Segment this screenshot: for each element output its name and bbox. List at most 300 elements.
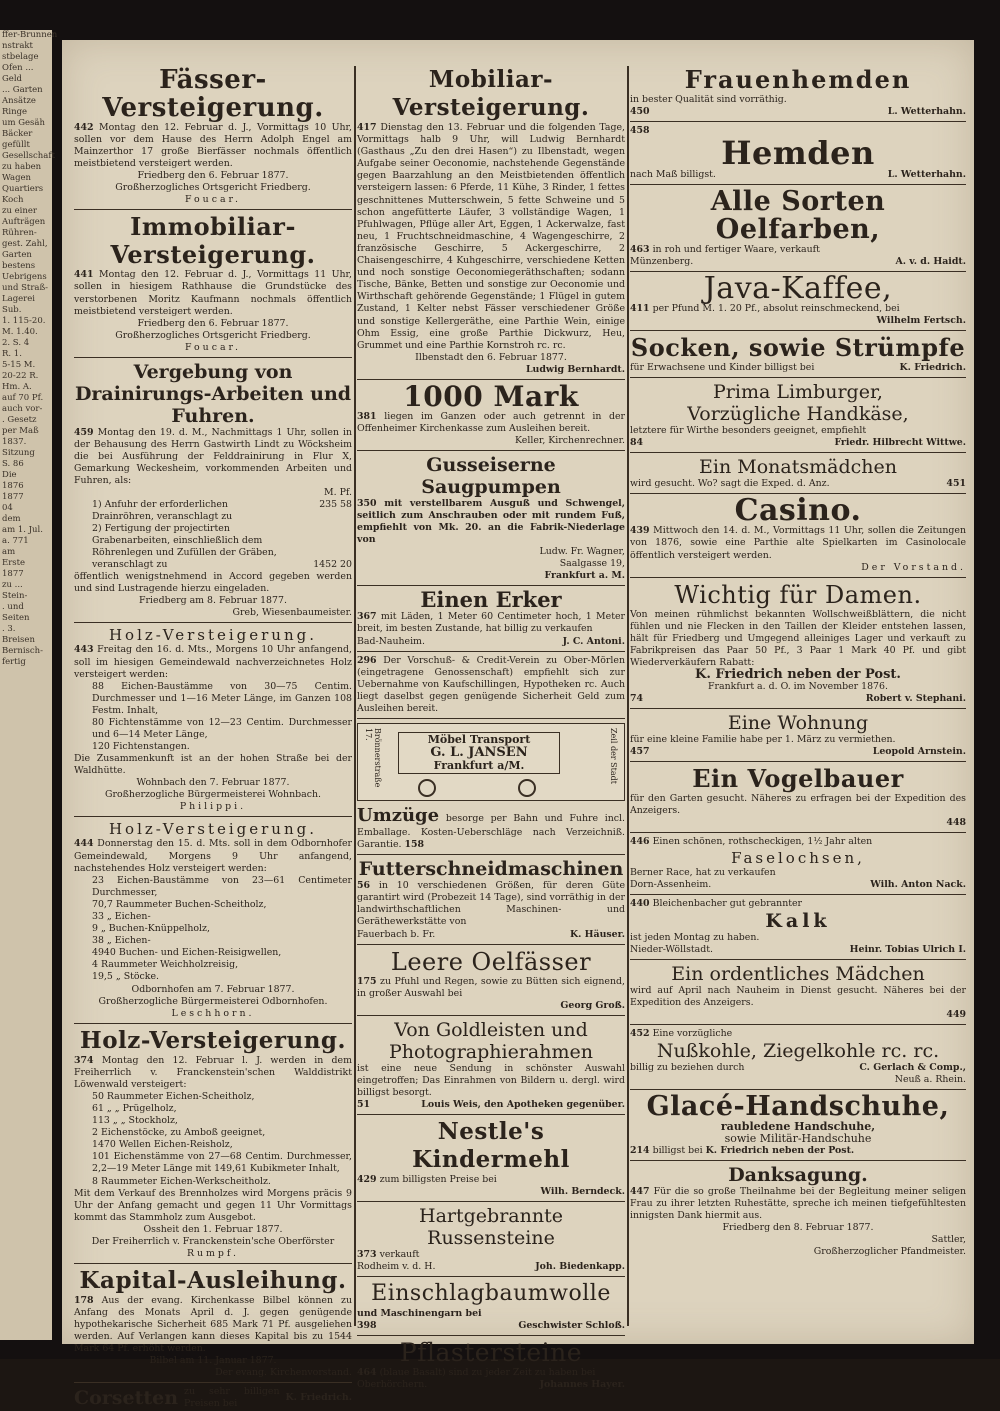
divider: [630, 832, 966, 833]
neighbor-line: Koch: [2, 195, 24, 205]
ad-text: Mittwoch den 14. d. M., Vormittags 11 Uhr, sollen die Zeitungen von 1876, sowie eine Parthie alte Spielkarten im Casinolocale öffentlich versteigert werden.: [630, 525, 966, 561]
neighbor-line: Lagerei: [2, 294, 35, 304]
list-item: 88 Eichen-Baustämme von 30—75 Centim. Durchmesser und 1—16 Meter Länge, im Ganzen 108 Festm. Inhalt,: [92, 680, 352, 716]
truck-sign-line: Möbel Transport: [427, 733, 531, 746]
ad-text: in roh und fertiger Waare, verkauft: [652, 244, 820, 256]
divider: [630, 894, 966, 895]
ad-text: per Pfund M. 1. 20 Pf., absolut reinschmeckend, bei: [652, 303, 900, 315]
ad-title: Hartgebrannte Russensteine: [419, 1205, 563, 1250]
ad-place: Bilbel am 11. Januar 1877.: [149, 1355, 277, 1367]
ad-number: 463: [630, 244, 650, 256]
list-item: 4940 Buchen- und Eichen-Reisigwellen,: [92, 947, 282, 959]
divider: [74, 1382, 352, 1383]
divider: [357, 718, 625, 719]
neighbor-line: Sub.: [2, 305, 22, 315]
ad-signature: Friedr. Hilbrecht Wittwe.: [834, 437, 966, 449]
item-text: 2) Fertigung der projectirten Grabenarbeiten, einschließlich dem Röhrenlegen und Zufüllen der Gräben, veranschlagt zu: [92, 523, 277, 571]
neighbor-line: zu ...: [2, 580, 23, 590]
neighbor-line: Ringe: [2, 107, 28, 117]
ad-place: Odbornhofen am 7. Februar 1877.: [131, 983, 295, 995]
ad-number: 457: [630, 746, 650, 758]
neighbor-line: Ofen ...: [2, 63, 34, 73]
neighbor-line: dem: [2, 514, 21, 524]
ad-authority: Großherzogliche Bürgermeisterei Wohnbach.: [105, 789, 321, 801]
ad-number: 367: [357, 611, 377, 623]
ad-title: Kapital-Ausleihung.: [79, 1266, 347, 1294]
ad-number: 429: [357, 1174, 377, 1186]
neighbor-line: Ansätze: [2, 96, 36, 106]
ad-text: Der Vorschuß- & Credit-Verein zu Ober-Mörlen (eingetragene Genossenschaft) empfiehlt sich zur Uebernahme von Kaufschillingen, Hypotheken rc. Auch liegt daselbst gegen genügende Sicherheit Geld zum Ausleihen bereit.: [357, 654, 626, 714]
list-item: 4 Raummeter Weichholzreisig,: [92, 959, 239, 971]
ad-number: 447: [630, 1186, 650, 1198]
ad-title: Ein ordentliches Mädchen: [671, 962, 925, 985]
ad-signature: K. Friedrich.: [899, 362, 966, 374]
ad-vorschuss-verein: [357, 655, 625, 715]
ad-text: billig zu beziehen durch: [630, 1062, 745, 1074]
ad-signature: L. Wetterhahn.: [887, 106, 966, 118]
divider: [630, 1160, 966, 1161]
ad-signature: Der evang. Kirchenvorstand.: [215, 1367, 352, 1379]
neighbor-line: Hm. A.: [2, 382, 32, 392]
neighbor-page-strip: [0, 30, 58, 1340]
ad-java-kaffee: [630, 271, 966, 327]
ad-signature: Greb, Wiesenbaumeister.: [232, 607, 352, 619]
ad-title: Holz-Versteigerung.: [79, 1026, 347, 1054]
ad-signature: Ludw. Fr. Wagner,: [539, 546, 625, 558]
divider: [357, 585, 625, 586]
neighbor-line: 1877: [2, 569, 24, 579]
neighbor-line: Aufträgen: [2, 217, 46, 227]
ad-place: Bad-Nauheim.: [357, 635, 425, 647]
ad-title: Frauenhemden: [684, 65, 912, 94]
ad-number: 450: [630, 106, 650, 118]
divider: [357, 1201, 625, 1202]
ad-title: Gusseiserne Saugpumpen: [421, 453, 561, 498]
ad-text: für Erwachsene und Kinder billigst bei: [630, 362, 815, 374]
ad-signature: J. C. Antoni.: [562, 635, 625, 647]
list-item: 23 Eichen-Baustämme von 23—61 Centimeter Durchmesser,: [92, 874, 352, 898]
ad-place: Dorn-Assenheim.: [630, 878, 712, 890]
ad-title: Faselochsen,: [731, 848, 865, 867]
ad-title: Corsetten: [74, 1387, 179, 1410]
ad-text: und Maschinengarn bei: [357, 1308, 482, 1320]
ad-number: 373: [357, 1249, 377, 1261]
neighbor-line: 5-15 M.: [2, 360, 36, 370]
neighbor-line: stbelage: [2, 52, 39, 62]
neighbor-line: gefüllt: [2, 140, 30, 150]
ad-text: öffentlich wenigstnehmend in Accord gegeben werden und sind Lustragende hierzu eingeladen.: [74, 571, 352, 595]
divider: [630, 121, 966, 122]
ad-number: 452: [630, 1027, 650, 1039]
ad-goldleisten: [357, 1019, 625, 1111]
neighbor-line: fertig: [2, 657, 26, 667]
ad-title: Ein Monatsmädchen: [699, 456, 897, 479]
divider: [357, 450, 625, 451]
ad-title: Fässer-Versteigerung.: [102, 65, 324, 123]
ad-title: Prima Limburger,: [713, 381, 883, 404]
ad-signature: Der Vorstand.: [861, 561, 966, 573]
ad-futterschneid: [357, 858, 625, 940]
ad-corsetten: [74, 1386, 352, 1410]
ad-kapital: [74, 1267, 352, 1379]
neighbor-line: 1. 115-20.: [2, 316, 46, 326]
ad-place: Oberhörchern.: [357, 1379, 428, 1391]
ad-place: Neuß a. Rhein.: [894, 1074, 966, 1086]
ad-place: Friedberg den 8. Februar 1877.: [722, 1222, 874, 1234]
ad-signature: Johannes Hayer.: [539, 1379, 625, 1391]
ad-text: ist jeden Montag zu haben.: [630, 931, 760, 943]
wheel-icon: [418, 779, 436, 797]
ad-signature: Wilh. Anton Nack.: [870, 878, 966, 890]
ad-text: besorge per Bahn und Fuhre incl. Emballage. Kosten-Ueberschläge nach Verzeichniß. Garantie.: [357, 813, 625, 851]
ad-title: Einen Erker: [420, 587, 562, 613]
neighbor-line: Garten: [2, 250, 32, 260]
ad-number: 444: [74, 838, 94, 850]
neighbor-line: Wagen: [2, 173, 32, 183]
ad-socken: [630, 334, 966, 374]
ad-number: 448: [946, 817, 966, 829]
ad-number: 175: [357, 975, 377, 987]
ad-text: in bester Qualität sind vorräthig.: [630, 94, 787, 105]
neighbor-line: Sitzung: [2, 448, 35, 458]
ad-title: Futterschneidmaschinen: [358, 858, 624, 881]
ad-number: 417: [357, 122, 377, 133]
divider: [630, 184, 966, 185]
ad-text: zu sehr billigen Preisen bei: [184, 1386, 280, 1410]
neighbor-line: zu haben: [2, 162, 42, 172]
divider: [74, 1263, 352, 1264]
ad-place: Friedberg den 6. Februar 1877.: [137, 317, 289, 329]
neighbor-line: ... Garten: [2, 85, 43, 95]
neighbor-line: R. 1.: [2, 349, 22, 359]
ad-saugpumpen: [357, 454, 625, 582]
ad-number: 440: [630, 897, 650, 909]
neighbor-line: Die: [2, 470, 17, 480]
ad-text: Montag den 12. Februar d. J., Vormittags 10 Uhr, sollen vor dem Hause des Herrn Adolph Engel am Mainzerthor 17 große Bierfässer nochmals öffentlich meistbietend versteigert werden.: [74, 122, 352, 170]
ad-signature-title: Großherzoglicher Pfandmeister.: [813, 1246, 966, 1258]
divider: [630, 452, 966, 453]
ad-kindermehl: [357, 1118, 625, 1198]
item-amount: 235 58: [319, 499, 352, 511]
ad-text: letztere für Wirthe besonders geeignet, empfiehlt: [630, 425, 867, 437]
ad-nusskohle: [630, 1028, 966, 1086]
ad-signature: Keller, Kirchenrechner.: [515, 434, 625, 446]
ad-number: 451: [946, 478, 966, 490]
divider: [357, 854, 625, 855]
ad-faselochsen: [630, 836, 966, 890]
ad-number: 56: [357, 880, 371, 892]
ad-oelfarben: [630, 188, 966, 268]
neighbor-line: . 3.: [2, 624, 16, 634]
neighbor-line: auf 70 Pf.: [2, 393, 44, 403]
neighbor-line: . und: [2, 602, 24, 612]
ad-title: Von Goldleisten und Photographierahmen: [389, 1018, 593, 1063]
ad-maedchen: [630, 963, 966, 1021]
ad-text: Montag den 12. Februar d. J., Vormittags 11 Uhr, sollen in hiesigem Rathhause die Grundstücke des verstorbenen Moritz Kaufmann nochmals öffentlich meistbietend versteigert werden.: [74, 269, 352, 317]
ad-signature: A. v. d. Haidt.: [895, 256, 966, 268]
ad-number: 459: [74, 426, 94, 438]
ad-title: Eine Wohnung: [727, 712, 869, 735]
ad-text: Die Zusammenkunft ist an der hohen Straße bei der Waldhütte.: [74, 753, 352, 777]
ad-text: Mit dem Verkauf des Brennholzes wird Morgens präcis 9 Uhr der Anfang gemacht und gegen 11 Uhr Vormittags kommt das Stammholz zum Ausgebot.: [74, 1187, 352, 1223]
neighbor-line: Quartiers: [2, 184, 44, 194]
ad-glace-handschuhe: [630, 1093, 966, 1157]
list-item: 8 Raummeter Eichen-Werkscheitholz.: [92, 1175, 271, 1187]
ad-text: Bleichenbacher gut gebrannter: [652, 897, 803, 909]
neighbor-line: Uebrigens: [2, 272, 47, 282]
list-item: 19,5 „ Stöcke.: [92, 971, 159, 983]
ad-place: Münzenberg.: [630, 256, 694, 268]
ad-authority: Großherzogliche Bürgermeisterei Odbornhofen.: [98, 995, 328, 1007]
list-item: 101 Eichenstämme von 27—68 Centim. Durchmesser, 2,2—19 Meter Länge mit 149,61 Kubikmeter Inhalt,: [92, 1151, 352, 1175]
ad-text: (blaue Basalt) sind zu jeder Zeit zu haben bei: [379, 1367, 596, 1379]
ad-place: Ilbenstadt den 6. Februar 1877.: [415, 351, 567, 363]
ad-title: 1000 Mark: [403, 379, 579, 413]
neighbor-line: und Straß-: [2, 283, 49, 293]
ad-title: Leere Oelfässer: [390, 947, 592, 976]
ad-place: Wohnbach den 7. Februar 1877.: [136, 777, 290, 789]
ad-title: Vergebung von Drainirungs-Arbeiten und Fuhren.: [74, 360, 352, 427]
ad-signature: C. Gerlach & Comp.,: [859, 1062, 966, 1074]
ad-text: billigst bei: [652, 1145, 703, 1157]
ad-signature: K. Friedrich.: [285, 1392, 352, 1404]
neighbor-line: am: [2, 547, 16, 557]
ad-authority: Der Freiherrlich v. Franckenstein'sche Oberförster: [91, 1235, 335, 1247]
ad-text: mit Läden, 1 Meter 60 Centimeter hoch, 1 Meter breit, im besten Zustande, hat billig zu verkaufen: [357, 611, 625, 635]
ad-place: Ossheit den 1. Februar 1877.: [143, 1223, 283, 1235]
ad-signature: Heinr. Tobias Ulrich I.: [849, 943, 966, 955]
ad-text: zum billigsten Preise bei: [379, 1174, 497, 1186]
ad-authority: Großherzogliches Ortsgericht Friedberg.: [115, 182, 311, 194]
ad-erker: [357, 589, 625, 647]
neighbor-line: 1837.: [2, 437, 27, 447]
ad-number: 158: [404, 839, 425, 851]
list-item: 2 Eichenstöcke, zu Amboß geeignet,: [92, 1127, 266, 1139]
neighbor-line: Breisen: [2, 635, 35, 645]
ad-drainirung: [74, 361, 352, 620]
ad-number: 411: [630, 303, 650, 315]
neighbor-line: Bäcker: [2, 129, 33, 139]
ad-text: in 10 verschiedenen Größen, für deren Güte garantirt wird (Probezeit 14 Tage), sind vorräthig in der landwirthschaftlichen Maschinen- und Geräthewerkstätte von: [357, 880, 625, 928]
neighbor-line: a. 771: [2, 536, 29, 546]
ad-faesser: [74, 66, 352, 206]
neighbor-line: bestens: [2, 261, 36, 271]
ad-number: 443: [74, 644, 94, 656]
ad-title: Ein Vogelbauer: [692, 764, 904, 794]
ad-number: 74: [630, 693, 644, 705]
ad-wichtig-damen: [630, 581, 966, 705]
ad-title: Wichtig für Damen.: [674, 580, 922, 609]
ad-signature: Foucar.: [185, 341, 241, 353]
neighbor-line: Seiten: [2, 613, 30, 623]
ad-immobiliar: [74, 213, 352, 353]
ad-hemden: [630, 125, 966, 181]
ad-text: Montag den 12. Februar l. J. werden in dem Freiherrlich v. Franckenstein'schen Walddistrikt Löwenwald versteigert:: [74, 1054, 352, 1090]
divider: [74, 622, 352, 623]
column-rule: [354, 66, 356, 1326]
ad-title: Alle Sorten Oelfarben,: [710, 186, 886, 246]
ad-title: Holz-Versteigerung.: [108, 820, 318, 839]
ad-text: Eine vorzügliche: [652, 1027, 733, 1039]
ad-title: Nestle's Kindermehl: [412, 1118, 570, 1174]
ad-title: Socken, sowie Strümpfe: [630, 333, 966, 363]
ad-signature: Foucar.: [185, 194, 241, 206]
neighbor-line: gest. Zahl,: [2, 239, 48, 249]
ad-number: 398: [357, 1320, 377, 1332]
ad-place: Friedberg den 6. Februar 1877.: [137, 170, 289, 182]
ad-text: Für die so große Theilnahme bei der Begleitung meiner seligen Frau zu ihrer letzten Ruhestätte, spreche ich meinen tiefgefühltesten innigsten Dank hiermit aus.: [630, 1186, 967, 1222]
ad-title: Danksagung.: [728, 1164, 868, 1187]
divider: [630, 1089, 966, 1090]
ad-number: 449: [946, 1008, 966, 1020]
neighbor-line: per Maß: [2, 426, 39, 436]
neighbor-line: 1877: [2, 492, 24, 502]
list-item: 61 „ „ Prügelholz,: [92, 1102, 177, 1114]
ad-danksagung: [630, 1164, 966, 1258]
list-item: 38 „ Eichen-: [92, 935, 151, 947]
ad-number: 178: [74, 1294, 94, 1306]
item-text: 1) Anfuhr der erforderlichen Drainröhren, veranschlagt zu: [92, 499, 233, 523]
ad-1000-mark: [357, 379, 626, 447]
ad-monatsmaedchen: [630, 456, 966, 490]
ad-title: Umzüge: [357, 805, 440, 826]
divider: [357, 651, 625, 652]
ad-number: 84: [630, 437, 644, 449]
divider: [357, 1276, 625, 1277]
ad-pflastersteine: [357, 1339, 625, 1391]
neighbor-line: 04: [2, 503, 13, 513]
neighbor-line: Gesellschaft: [2, 151, 55, 161]
ad-number: 350: [357, 497, 377, 509]
ad-title: Pflastersteine: [399, 1338, 583, 1368]
list-item: 1470 Wellen Eichen-Reisholz,: [92, 1139, 233, 1151]
ad-title: Nußkohle, Ziegelkohle rc. rc.: [656, 1040, 940, 1063]
ad-title: Glacé-Handschuhe,: [646, 1091, 950, 1123]
neighbor-line: ffer-Brunnen: [2, 30, 58, 40]
ad-text: Dienstag den 13. Februar und die folgenden Tage, Vormittags halb 9 Uhr, will Ludwig Bernhardt (Gasthaus „Zu den drei Hasen“) zu Ilbenstadt, wegen Aufgabe seiner Oeconomie, nachstehende Gegenstände gegen Baarzahlung an den Meistbietenden öffentlich versteigern lassen: 6 Pferde, 11 Kühe, 3 Rinder, 1 fettes geschnittenes Mutterschwein, 5 fette Schweine und 5 schon angefütterte Läufer, 3 vollständige Wagen, 1 Pfuhlwagen, Pflüge aller Art, Eggen, 1 Ackerwalze, fast neu, 1 Fruchtschneidmaschine, 4 Wagengeschirre, 2 französische Geschirre, 5 Ackergeschirre, 2 Chaisengeschirre, 4 Kuhgeschirre, verschiedene Ketten und noch sonstige Oeconomiegeräthschaften; sodann Tische, Bänke, Betten und sonstige zur Oeconomie und Wirthschaft gehörende Gegenstände; 1 Flügel in gutem Zustand, 1 Kelter nebst Fässer verschiedener Größe und sonstige Kellergeräthe, eine Parthie Wein, einige Ohm Essig, eine große Parthie Dickwurz, Heu, Grummet und eine Parthie Kornstroh rc. rc.: [357, 122, 625, 351]
divider: [630, 577, 966, 578]
ad-place: Nieder-Wöllstadt.: [630, 943, 713, 955]
ad-number: 441: [74, 269, 94, 281]
column-right: [630, 66, 966, 1326]
ad-number: 439: [630, 525, 650, 537]
ad-title: Kalk: [765, 909, 831, 932]
ad-number: 296: [357, 654, 377, 666]
truck-sign-line: G. L. JANSEN: [430, 745, 528, 760]
ad-number: 446: [630, 836, 650, 848]
ad-place: Friedberg am 8. Februar 1877.: [139, 595, 287, 607]
ad-holz-loewenwald: [74, 1027, 352, 1260]
ad-russensteine: [357, 1205, 625, 1273]
truck-right-label: Zeil der Stadt: [609, 728, 618, 784]
column-left: [74, 65, 353, 1410]
ad-text: Von meinen rühmlichst bekannten Wollschweißblättern, die nicht fühlen und nie Flecken in den Taillen der Kleider entstehen lassen, hält für Friedberg und Umgegend alleiniges Lager und verkauft zu Fabrikpreisen das Paar 50 Pf., 3 Paar 1 Mark 40 Pf. und gibt Wiederverkäufern Rabatt:: [630, 608, 966, 669]
ad-text: mit verstellbarem Ausguß und Schwengel, seitlich zum Anschrauben oder mit rundem Fuß, empfiehlt von Mk. 20. an die Fabrik-Niederlage von: [357, 497, 625, 546]
neighbor-line: Erste: [2, 558, 26, 568]
ad-signature: K. Häuser.: [569, 928, 625, 940]
list-item: 33 „ Eichen-: [92, 911, 151, 922]
neighbor-line: S. 86: [2, 459, 24, 469]
ad-text: Montag den 19. d. M., Nachmittags 1 Uhr, sollen in der Behausung des Herrn Gastwirth Lindt zu Wöcksheim die bei Ausführung der Felddrainirung in Flur X, Gemarkung Weckesheim, vorkommenden Arbeiten und Fuhren, als:: [74, 426, 352, 487]
ad-frauenhemden: [630, 66, 966, 118]
ad-holz-wohnbach: [74, 626, 352, 813]
divider: [630, 330, 966, 331]
ad-signature: Georg Groß.: [560, 999, 625, 1011]
neighbor-line: 1876: [2, 481, 24, 491]
ad-number: 464: [357, 1367, 377, 1379]
column-rule: [627, 66, 629, 1326]
ad-signature: Philippi.: [179, 801, 247, 813]
ad-title: Vorzügliche Handkäse,: [687, 403, 909, 426]
ad-subtitle: sowie Militär-Handschuhe: [724, 1132, 872, 1146]
ad-signature: Robert v. Stephani.: [865, 693, 966, 705]
ad-wohnung: [630, 712, 966, 758]
ad-signature: Leschhorn.: [171, 1007, 255, 1019]
ad-signature: Sattler,: [931, 1234, 966, 1246]
ad-oelfaesser: [357, 948, 625, 1012]
neighbor-line: zu einer: [2, 206, 37, 216]
ad-text: liegen im Ganzen oder auch getrennt in der Offenheimer Kirchenkasse zum Ausleihen bereit.: [357, 410, 626, 434]
ad-title: Java-Kaffee,: [703, 271, 893, 307]
ad-place: Rodheim v. d. H.: [357, 1261, 436, 1273]
ad-signature: K. Friedrich neben der Post.: [695, 667, 901, 683]
neighbor-line: Geld: [2, 74, 22, 84]
ad-text: verkauft: [379, 1249, 420, 1261]
ad-number: 374: [74, 1054, 94, 1066]
ad-text: nach Maß billigst.: [630, 169, 716, 181]
list-item: 70,7 Raummeter Buchen-Scheitholz,: [92, 898, 267, 910]
ad-signature: Leopold Arnstein.: [872, 746, 966, 758]
list-item: 80 Fichtenstämme von 12—23 Centim. Durchmesser und 6—14 Meter Länge,: [92, 716, 352, 741]
ad-text: wird auf April nach Nauheim in Dienst gesucht. Näheres bei der Expedition des Anzeigers.: [630, 984, 966, 1008]
divider: [630, 761, 966, 762]
ad-einschlagbaumwolle: [357, 1280, 625, 1332]
neighbor-line: Stein-: [2, 591, 28, 601]
column-middle: [357, 66, 626, 1391]
ad-subtitle: raubledene Handschuhe,: [720, 1120, 876, 1134]
truck-sign: [398, 732, 560, 774]
wheel-icon: [518, 779, 536, 797]
neighbor-line: Rühren-: [2, 228, 37, 238]
truck-sign-line: Frankfurt a/M.: [433, 759, 525, 772]
ad-text: für eine kleine Familie habe per 1. März zu vermiethen.: [630, 734, 896, 746]
item-amount: 1452 20: [313, 559, 352, 571]
ad-signature: Wilhelm Fertsch.: [876, 315, 966, 327]
ad-title: Hemden: [721, 134, 875, 173]
ad-text: Einen schönen, rothscheckigen, 1½ Jahr alten: [652, 836, 873, 848]
divider: [74, 1023, 352, 1024]
neighbor-line: . Gesetz: [2, 415, 37, 425]
list-item: 50 Raummeter Eichen-Scheitholz,: [92, 1090, 255, 1102]
ad-umzuege: [357, 723, 625, 851]
ad-mobiliar: [357, 66, 625, 376]
ad-text: ist eine neue Sendung in schönster Auswahl eingetroffen; Das Einrahmen von Bildern u. dergl. wird billigst besorgt.: [357, 1062, 625, 1098]
neighbor-line: 20-22 R.: [2, 371, 39, 381]
divider: [357, 1114, 625, 1115]
list-item: 120 Fichtenstangen.: [92, 741, 190, 753]
neighbor-line: 2. S. 4: [2, 338, 30, 348]
ad-text: Freitag den 16. d. Mts., Morgens 10 Uhr anfangend, soll im hiesigen Gemeindewald nachverzeichnetes Holz versteigert werden:: [74, 644, 352, 680]
ad-signature: Wilh. Berndeck.: [540, 1186, 625, 1198]
divider: [74, 357, 352, 358]
ad-holz-odbornhofen: [74, 820, 352, 1019]
divider: [630, 959, 966, 960]
ad-signature: L. Wetterhahn.: [887, 169, 966, 181]
list-item: [74, 499, 352, 523]
divider: [630, 1024, 966, 1025]
neighbor-line: nstrakt: [2, 41, 33, 51]
ad-signature: Joh. Biedenkapp.: [535, 1261, 625, 1273]
